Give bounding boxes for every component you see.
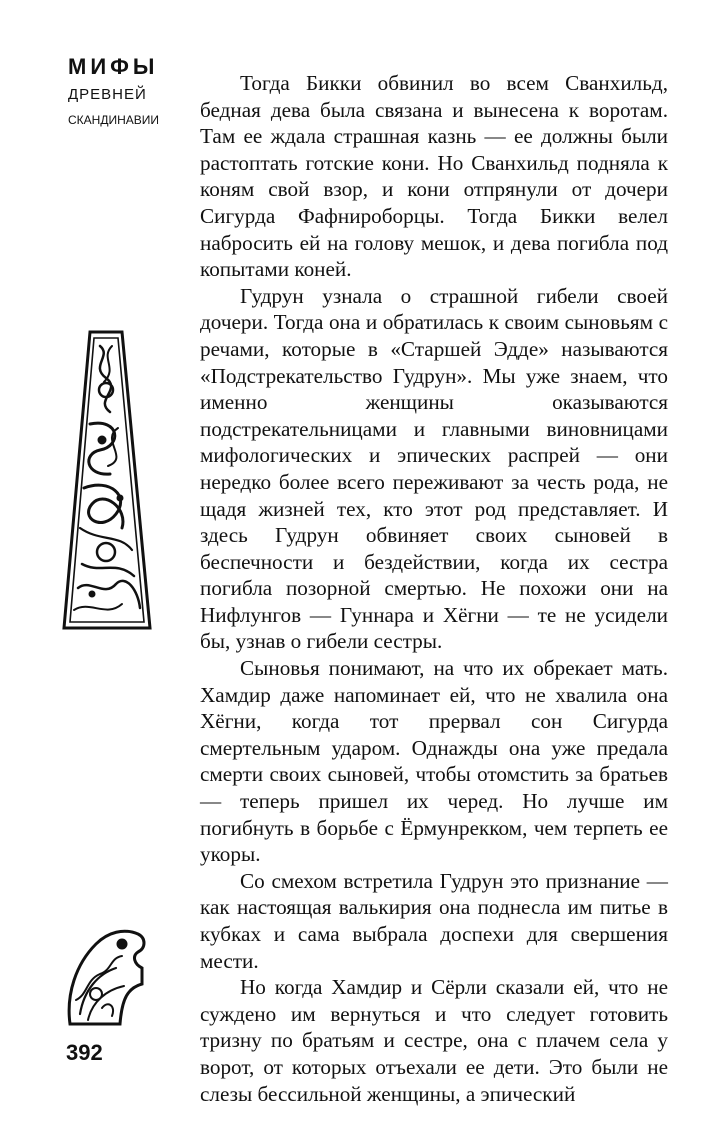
paragraph: Гудрун узнала о страшной гибели своей дочери. Тогда она и обратилась к своим сыновьям с речами, которые в «Старшей Эдде» называются «Подстрекательство Гудрун». Мы уже знаем, что именно женщины оказываются подстрекательницами и главными виновницами мифологических и эпических распрей — они нередко более всего переживают за честь рода, не щадя жизней тех, кто этот род представляет. И здесь Гудрун обвиняет своих сыновей в беспечности и бездействии, когда их сестра погибла позорной смертью. Не похожи они на Нифлунгов — Гуннара и Хёгни — те не усидели бы, узнав о гибели сестры. [200,283,668,654]
small-animal-head-ornament [62,924,148,1026]
tall-carved-panel-ornament [60,328,152,634]
page-number: 392 [66,1040,103,1065]
paragraph: Но когда Хамдир и Сёрли сказали ей, что не суждено им вернуться и что следует готовить тризну по братьям и сестре, она с плачем села у ворот, от которых отъехали ее дети. Это были не слезы бессильной женщины, а эпический [200,975,668,1106]
header-line-2: ДРЕВНЕЙ [68,86,147,103]
paragraph: Тогда Бикки обвинил во всем Сванхильд, бедная дева была связана и вынесена к воротам. Там ее ждала страшная казнь — ее должны были растоптать готские кони. Но Сванхильд подняла к коням свой взор, и кони отпрянули от дочери Сигурда Фафнироборцы. Тогда Бикки велел набросить ей на голову мешок, и дева погибла под копытами коней. [200,71,668,282]
header-line-3: СКАНДИНАВИИ [68,113,160,127]
running-header [68,54,159,130]
interlace-carving-icon [64,332,150,628]
animal-head-carving-icon [69,931,144,1024]
header-line-1: МИФЫ [68,54,159,79]
paragraph: Со смехом встретила Гудрун это признание — как настоящая валькирия она поднесла им питье в кубках и сама выбрала доспехи для свершения мести. [200,868,668,973]
body-text [200,70,668,1107]
paragraph: Сыновья понимают, на что их обрекает мать. Хамдир даже напоминает ей, что не хвалила она Хёгни, когда тот прервал сон Сигурда смертельным ударом. Однажды она уже предала смерти своих сыновей, чтобы отомстить за братьев — теперь пришел их черед. Но лучше им погибнуть в борьбе с Ёрмунрекком, чем терпеть ее укоры. [200,656,668,867]
